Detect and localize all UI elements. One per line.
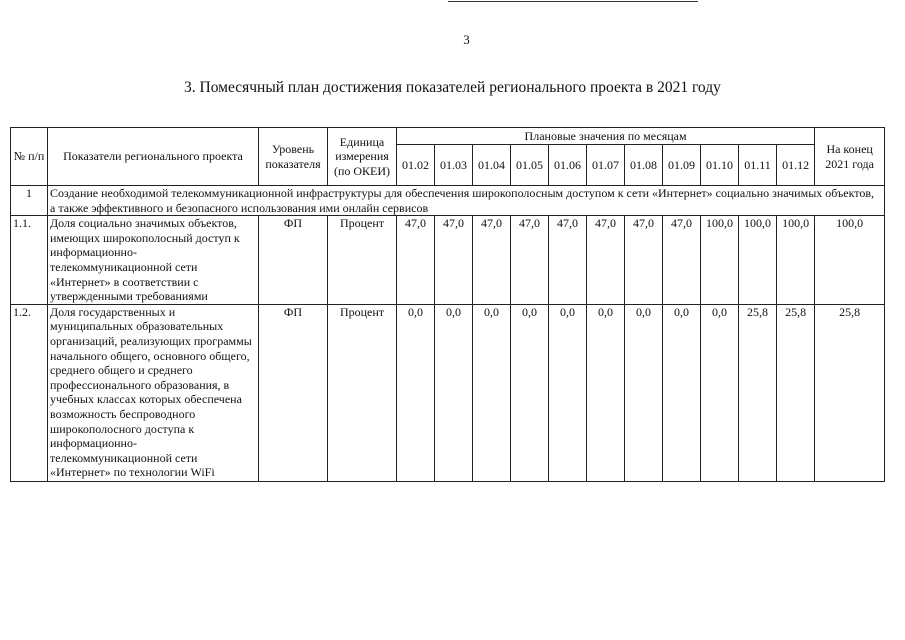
section-num: 1 bbox=[11, 186, 48, 216]
header-month: 01.04 bbox=[473, 145, 511, 186]
row-value: 0,0 bbox=[511, 304, 549, 481]
section-text: Создание необходимой телекоммуникационной инфраструктуры для обеспечения широкополосным доступом к сети «Интернет» социально значимых объектов, а также эффективного и безопасного использования ими онлайн сервисов bbox=[48, 186, 885, 216]
row-value: 0,0 bbox=[663, 304, 701, 481]
row-value: 0,0 bbox=[701, 304, 739, 481]
table-row bbox=[11, 304, 885, 481]
top-rule bbox=[448, 1, 698, 2]
header-month: 01.02 bbox=[397, 145, 435, 186]
header-month: 01.06 bbox=[549, 145, 587, 186]
row-num: 1.2. bbox=[11, 304, 48, 481]
row-value: 25,8 bbox=[777, 304, 815, 481]
row-value: 100,0 bbox=[739, 216, 777, 305]
row-num: 1.1. bbox=[11, 216, 48, 305]
row-value: 47,0 bbox=[663, 216, 701, 305]
row-value: 25,8 bbox=[739, 304, 777, 481]
row-value: 100,0 bbox=[701, 216, 739, 305]
row-value: 47,0 bbox=[549, 216, 587, 305]
header-end-of-year: На конец 2021 года bbox=[815, 128, 885, 186]
header-month: 01.03 bbox=[435, 145, 473, 186]
row-level: ФП bbox=[259, 216, 328, 305]
header-num: № п/п bbox=[11, 128, 48, 186]
header-month: 01.05 bbox=[511, 145, 549, 186]
row-level: ФП bbox=[259, 304, 328, 481]
header-month: 01.10 bbox=[701, 145, 739, 186]
row-indicator: Доля государственных и муниципальных образовательных организаций, реализующих программы начального общего, основного общего, среднего общего и среднего профессионального образования, в учебных классах которых обеспечена возможность беспроводного широкополосного доступа к информационно-телекоммуникационной сети «Интернет» по технологии WiFi bbox=[48, 304, 259, 481]
row-unit: Процент bbox=[328, 216, 397, 305]
row-value: 47,0 bbox=[625, 216, 663, 305]
header-month: 01.09 bbox=[663, 145, 701, 186]
row-value: 47,0 bbox=[587, 216, 625, 305]
row-value: 47,0 bbox=[435, 216, 473, 305]
header-month: 01.11 bbox=[739, 145, 777, 186]
row-value: 47,0 bbox=[473, 216, 511, 305]
header-level: Уровень показателя bbox=[259, 128, 328, 186]
row-value: 47,0 bbox=[511, 216, 549, 305]
row-value: 0,0 bbox=[625, 304, 663, 481]
header-indicator: Показатели регионального проекта bbox=[48, 128, 259, 186]
row-end-of-year: 100,0 bbox=[815, 216, 885, 305]
row-value: 0,0 bbox=[435, 304, 473, 481]
row-indicator: Доля социально значимых объектов, имеющих широкополосный доступ к информационно-телекоммуникационной сети «Интернет» в соответствии с утвержденными требованиями bbox=[48, 216, 259, 305]
header-monthly-group: Плановые значения по месяцам bbox=[397, 128, 815, 145]
row-value: 0,0 bbox=[587, 304, 625, 481]
row-end-of-year: 25,8 bbox=[815, 304, 885, 481]
row-value: 0,0 bbox=[397, 304, 435, 481]
table-row-section bbox=[11, 186, 885, 216]
header-unit: Единица измерения (по ОКЕИ) bbox=[328, 128, 397, 186]
table-row bbox=[11, 216, 885, 305]
row-unit: Процент bbox=[328, 304, 397, 481]
document-title: 3. Помесячный план достижения показателей регионального проекта в 2021 году bbox=[184, 79, 721, 96]
header-month: 01.07 bbox=[587, 145, 625, 186]
row-value: 47,0 bbox=[397, 216, 435, 305]
monthly-plan-table bbox=[10, 127, 885, 482]
row-value: 100,0 bbox=[777, 216, 815, 305]
row-value: 0,0 bbox=[549, 304, 587, 481]
header-month: 01.08 bbox=[625, 145, 663, 186]
row-value: 0,0 bbox=[473, 304, 511, 481]
header-month: 01.12 bbox=[777, 145, 815, 186]
page-number: 3 bbox=[463, 32, 470, 47]
